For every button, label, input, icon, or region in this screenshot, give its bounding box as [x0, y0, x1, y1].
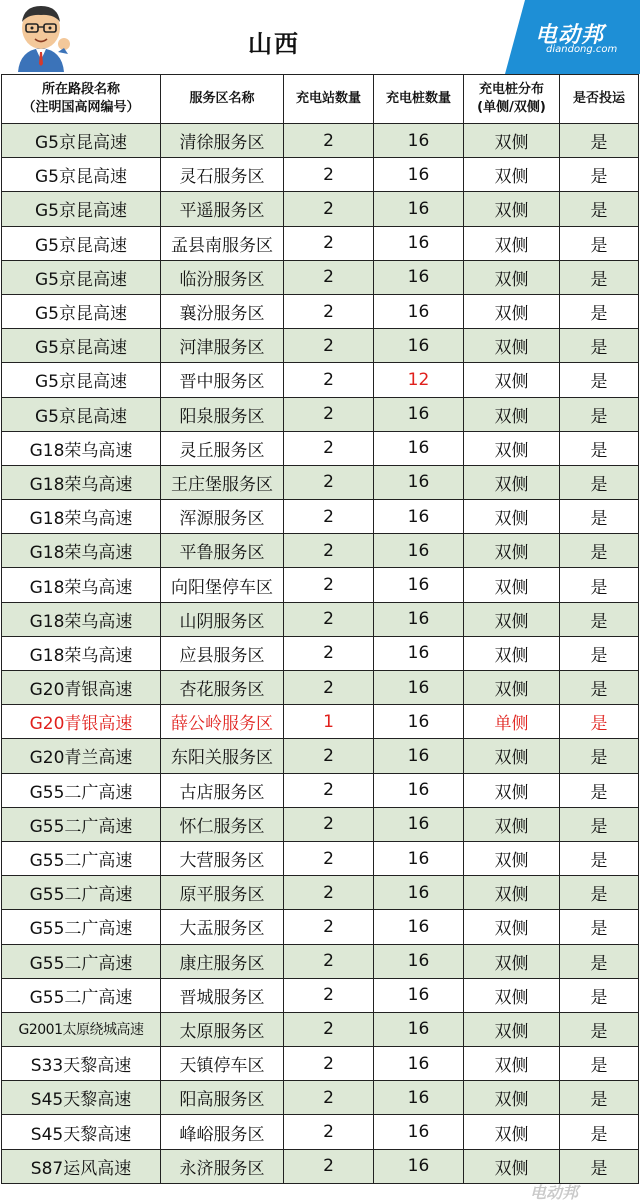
- table-row: [2, 978, 639, 1012]
- brand-logo-text: 电动邦: [535, 23, 605, 48]
- cell-pile-count: 16: [374, 876, 464, 910]
- cell-road: G18荣乌高速: [2, 602, 161, 636]
- cell-pile-count: 16: [374, 192, 464, 226]
- cell-distribution: 双侧: [464, 192, 560, 226]
- cell-station-count: 2: [284, 465, 374, 499]
- cell-pile-count: 16: [374, 500, 464, 534]
- table-row: [2, 534, 639, 568]
- table-row: [2, 124, 639, 158]
- cell-service-area: 天镇停车区: [161, 1047, 284, 1081]
- cell-service-area: 王庄堡服务区: [161, 465, 284, 499]
- table-row: [2, 226, 639, 260]
- table-row: [2, 602, 639, 636]
- cell-in-operation: 是: [560, 465, 639, 499]
- cell-road: G5京昆高速: [2, 124, 161, 158]
- cell-in-operation: 是: [560, 363, 639, 397]
- cell-pile-count: 16: [374, 978, 464, 1012]
- cell-station-count: 2: [284, 636, 374, 670]
- cell-station-count: 2: [284, 260, 374, 294]
- column-header-road: [2, 75, 161, 124]
- table-row: [2, 876, 639, 910]
- cell-pile-count: 16: [374, 602, 464, 636]
- cell-station-count: 2: [284, 1081, 374, 1115]
- cell-pile-count: 16: [374, 124, 464, 158]
- cell-pile-count: 16: [374, 1047, 464, 1081]
- column-header-distribution: [464, 75, 560, 124]
- cell-pile-count: 16: [374, 1115, 464, 1149]
- cell-station-count: 2: [284, 363, 374, 397]
- cell-distribution: 双侧: [464, 841, 560, 875]
- cell-distribution: 双侧: [464, 671, 560, 705]
- cell-road: S33天黎高速: [2, 1047, 161, 1081]
- cell-in-operation: 是: [560, 1149, 639, 1183]
- cell-service-area: 灵石服务区: [161, 158, 284, 192]
- table-row: [2, 705, 639, 739]
- cell-service-area: 薛公岭服务区: [161, 705, 284, 739]
- cell-distribution: 双侧: [464, 807, 560, 841]
- brand-logo-url: diandong.com: [546, 44, 618, 55]
- cell-service-area: 晋中服务区: [161, 363, 284, 397]
- cell-in-operation: 是: [560, 1047, 639, 1081]
- cell-pile-count: 16: [374, 910, 464, 944]
- table-row: [2, 158, 639, 192]
- cell-pile-count: 16: [374, 431, 464, 465]
- cell-station-count: 2: [284, 192, 374, 226]
- cell-in-operation: 是: [560, 1081, 639, 1115]
- cell-distribution: 双侧: [464, 1081, 560, 1115]
- cell-distribution: 双侧: [464, 158, 560, 192]
- cell-road: G5京昆高速: [2, 192, 161, 226]
- table-row: [2, 500, 639, 534]
- cell-in-operation: 是: [560, 944, 639, 978]
- cell-in-operation: 是: [560, 568, 639, 602]
- cell-service-area: 灵丘服务区: [161, 431, 284, 465]
- cell-service-area: 孟县南服务区: [161, 226, 284, 260]
- cell-road: G55二广高速: [2, 807, 161, 841]
- cell-in-operation: 是: [560, 329, 639, 363]
- cell-station-count: 2: [284, 500, 374, 534]
- cell-station-count: 2: [284, 773, 374, 807]
- cell-service-area: 山阴服务区: [161, 602, 284, 636]
- cell-pile-count: 16: [374, 636, 464, 670]
- cell-station-count: 2: [284, 294, 374, 328]
- cell-pile-count: 16: [374, 260, 464, 294]
- cell-distribution: 双侧: [464, 534, 560, 568]
- cell-distribution: 双侧: [464, 910, 560, 944]
- cell-in-operation: 是: [560, 841, 639, 875]
- column-header-station-count: 充电站数量: [284, 75, 374, 124]
- cell-service-area: 应县服务区: [161, 636, 284, 670]
- cell-pile-count: 16: [374, 226, 464, 260]
- cell-in-operation: 是: [560, 1115, 639, 1149]
- cell-station-count: 1: [284, 705, 374, 739]
- table-row: [2, 294, 639, 328]
- cell-distribution: 双侧: [464, 294, 560, 328]
- cell-station-count: 2: [284, 1115, 374, 1149]
- cell-distribution: 双侧: [464, 876, 560, 910]
- cell-service-area: 浑源服务区: [161, 500, 284, 534]
- cell-station-count: 2: [284, 534, 374, 568]
- cell-road: G20青银高速: [2, 671, 161, 705]
- cell-in-operation: 是: [560, 705, 639, 739]
- cell-in-operation: 是: [560, 1012, 639, 1046]
- cell-distribution: 双侧: [464, 124, 560, 158]
- cell-station-count: 2: [284, 944, 374, 978]
- cell-service-area: 襄汾服务区: [161, 294, 284, 328]
- cell-station-count: 2: [284, 671, 374, 705]
- cell-distribution: 双侧: [464, 431, 560, 465]
- watermark: 电动邦: [530, 1183, 579, 1202]
- table-row: [2, 363, 639, 397]
- cell-station-count: 2: [284, 1012, 374, 1046]
- cell-service-area: 古店服务区: [161, 773, 284, 807]
- cell-in-operation: 是: [560, 534, 639, 568]
- cell-distribution: 双侧: [464, 363, 560, 397]
- cell-road: G18荣乌高速: [2, 636, 161, 670]
- table-row: [2, 329, 639, 363]
- cell-road: G18荣乌高速: [2, 500, 161, 534]
- cell-pile-count: 16: [374, 465, 464, 499]
- cell-in-operation: 是: [560, 294, 639, 328]
- table-row: [2, 739, 639, 773]
- table-row: [2, 671, 639, 705]
- cell-service-area: 杏花服务区: [161, 671, 284, 705]
- cell-pile-count: 16: [374, 773, 464, 807]
- column-header-road-line1: 所在路段名称: [41, 82, 120, 97]
- cell-in-operation: 是: [560, 773, 639, 807]
- cell-distribution: 双侧: [464, 226, 560, 260]
- cell-station-count: 2: [284, 1149, 374, 1183]
- cell-service-area: 向阳堡停车区: [161, 568, 284, 602]
- cell-distribution: 双侧: [464, 636, 560, 670]
- cell-road: G55二广高速: [2, 978, 161, 1012]
- cell-station-count: 2: [284, 876, 374, 910]
- cell-service-area: 平鲁服务区: [161, 534, 284, 568]
- cell-station-count: 2: [284, 910, 374, 944]
- cell-station-count: 2: [284, 978, 374, 1012]
- table-row: [2, 397, 639, 431]
- cell-in-operation: 是: [560, 636, 639, 670]
- column-header-distribution-line1: 充电桩分布: [478, 82, 544, 97]
- table-row: [2, 1012, 639, 1046]
- table-row: [2, 1115, 639, 1149]
- cell-distribution: 双侧: [464, 602, 560, 636]
- cell-road: G5京昆高速: [2, 363, 161, 397]
- cell-station-count: 2: [284, 807, 374, 841]
- table-body: [2, 124, 639, 1184]
- cell-service-area: 晋城服务区: [161, 978, 284, 1012]
- cell-distribution: 双侧: [464, 978, 560, 1012]
- cell-pile-count: 16: [374, 329, 464, 363]
- charging-station-table: [1, 74, 639, 1184]
- cell-service-area: 阳高服务区: [161, 1081, 284, 1115]
- cell-in-operation: 是: [560, 500, 639, 534]
- table-row: [2, 841, 639, 875]
- cell-in-operation: 是: [560, 978, 639, 1012]
- cell-road: G20青兰高速: [2, 739, 161, 773]
- cell-pile-count: 16: [374, 1081, 464, 1115]
- cell-in-operation: 是: [560, 158, 639, 192]
- cell-pile-count: 16: [374, 1012, 464, 1046]
- cell-station-count: 2: [284, 568, 374, 602]
- column-header-pile-count: 充电桩数量: [374, 75, 464, 124]
- table-row: [2, 944, 639, 978]
- cell-road: G5京昆高速: [2, 294, 161, 328]
- cell-pile-count: 16: [374, 944, 464, 978]
- cell-station-count: 2: [284, 431, 374, 465]
- cell-road: G18荣乌高速: [2, 431, 161, 465]
- table-row: [2, 1047, 639, 1081]
- cell-road: G5京昆高速: [2, 329, 161, 363]
- cell-road: G5京昆高速: [2, 158, 161, 192]
- column-header-road-line2: （注明国高网编号）: [22, 100, 140, 115]
- cell-station-count: 2: [284, 841, 374, 875]
- cell-service-area: 清徐服务区: [161, 124, 284, 158]
- table-row: [2, 465, 639, 499]
- cell-service-area: 大盂服务区: [161, 910, 284, 944]
- column-header-in-operation: 是否投运: [560, 75, 639, 124]
- cell-in-operation: 是: [560, 260, 639, 294]
- page-header: [0, 0, 640, 74]
- table-row: [2, 431, 639, 465]
- cell-road: S45天黎高速: [2, 1081, 161, 1115]
- cell-road: G55二广高速: [2, 876, 161, 910]
- cell-pile-count: 16: [374, 1149, 464, 1183]
- cell-distribution: 双侧: [464, 568, 560, 602]
- cell-station-count: 2: [284, 397, 374, 431]
- cell-road: G5京昆高速: [2, 397, 161, 431]
- column-header-service-area: 服务区名称: [161, 75, 284, 124]
- cell-distribution: 双侧: [464, 773, 560, 807]
- cell-distribution: 双侧: [464, 397, 560, 431]
- cell-pile-count: 12: [374, 363, 464, 397]
- cell-service-area: 峰峪服务区: [161, 1115, 284, 1149]
- cell-pile-count: 16: [374, 158, 464, 192]
- cell-road: G5京昆高速: [2, 260, 161, 294]
- cell-station-count: 2: [284, 739, 374, 773]
- cell-distribution: 双侧: [464, 500, 560, 534]
- cell-station-count: 2: [284, 158, 374, 192]
- cell-pile-count: 16: [374, 397, 464, 431]
- cell-road: G55二广高速: [2, 841, 161, 875]
- cell-distribution: 双侧: [464, 1115, 560, 1149]
- cell-station-count: 2: [284, 329, 374, 363]
- cell-road: G55二广高速: [2, 944, 161, 978]
- cell-service-area: 原平服务区: [161, 876, 284, 910]
- cell-in-operation: 是: [560, 876, 639, 910]
- table-row: [2, 910, 639, 944]
- table-row: [2, 807, 639, 841]
- cell-service-area: 康庄服务区: [161, 944, 284, 978]
- cell-pile-count: 16: [374, 671, 464, 705]
- cell-road: G20青银高速: [2, 705, 161, 739]
- cell-pile-count: 16: [374, 739, 464, 773]
- column-header-distribution-line2: (单侧/双侧): [477, 100, 546, 115]
- cell-in-operation: 是: [560, 739, 639, 773]
- table-row: [2, 260, 639, 294]
- table-row: [2, 636, 639, 670]
- cell-service-area: 平遥服务区: [161, 192, 284, 226]
- cell-in-operation: 是: [560, 124, 639, 158]
- cell-road: G18荣乌高速: [2, 465, 161, 499]
- cell-pile-count: 16: [374, 568, 464, 602]
- cell-in-operation: 是: [560, 192, 639, 226]
- cell-station-count: 2: [284, 1047, 374, 1081]
- cell-station-count: 2: [284, 602, 374, 636]
- cell-pile-count: 16: [374, 705, 464, 739]
- cell-service-area: 阳泉服务区: [161, 397, 284, 431]
- cell-service-area: 太原服务区: [161, 1012, 284, 1046]
- cell-service-area: 河津服务区: [161, 329, 284, 363]
- cell-service-area: 东阳关服务区: [161, 739, 284, 773]
- table-header-row: [2, 75, 639, 124]
- cell-road: G55二广高速: [2, 910, 161, 944]
- cell-in-operation: 是: [560, 910, 639, 944]
- cell-in-operation: 是: [560, 671, 639, 705]
- cell-road: G18荣乌高速: [2, 568, 161, 602]
- page-title: 山西: [248, 30, 300, 58]
- cell-road: S87运风高速: [2, 1149, 161, 1183]
- cell-distribution: 双侧: [464, 1012, 560, 1046]
- cell-in-operation: 是: [560, 807, 639, 841]
- cell-station-count: 2: [284, 124, 374, 158]
- cell-distribution: 双侧: [464, 465, 560, 499]
- cell-service-area: 大营服务区: [161, 841, 284, 875]
- table-row: [2, 192, 639, 226]
- cell-distribution: 双侧: [464, 1047, 560, 1081]
- cell-station-count: 2: [284, 226, 374, 260]
- cell-pile-count: 16: [374, 294, 464, 328]
- cell-in-operation: 是: [560, 431, 639, 465]
- table-row: [2, 773, 639, 807]
- cell-distribution: 双侧: [464, 944, 560, 978]
- cell-pile-count: 16: [374, 534, 464, 568]
- cell-pile-count: 16: [374, 841, 464, 875]
- cell-in-operation: 是: [560, 397, 639, 431]
- cell-road: G5京昆高速: [2, 226, 161, 260]
- cell-road: G2001太原绕城高速: [2, 1012, 161, 1046]
- mascot-icon: [8, 2, 74, 72]
- table-row: [2, 1081, 639, 1115]
- cell-road: G18荣乌高速: [2, 534, 161, 568]
- cell-road: S45天黎高速: [2, 1115, 161, 1149]
- cell-service-area: 怀仁服务区: [161, 807, 284, 841]
- cell-distribution: 双侧: [464, 260, 560, 294]
- cell-distribution: 双侧: [464, 739, 560, 773]
- cell-pile-count: 16: [374, 807, 464, 841]
- cell-distribution: 双侧: [464, 329, 560, 363]
- table-row: [2, 1149, 639, 1183]
- cell-in-operation: 是: [560, 226, 639, 260]
- cell-service-area: 永济服务区: [161, 1149, 284, 1183]
- cell-in-operation: 是: [560, 602, 639, 636]
- cell-service-area: 临汾服务区: [161, 260, 284, 294]
- table-row: [2, 568, 639, 602]
- cell-distribution: 单侧: [464, 705, 560, 739]
- cell-distribution: 双侧: [464, 1149, 560, 1183]
- cell-road: G55二广高速: [2, 773, 161, 807]
